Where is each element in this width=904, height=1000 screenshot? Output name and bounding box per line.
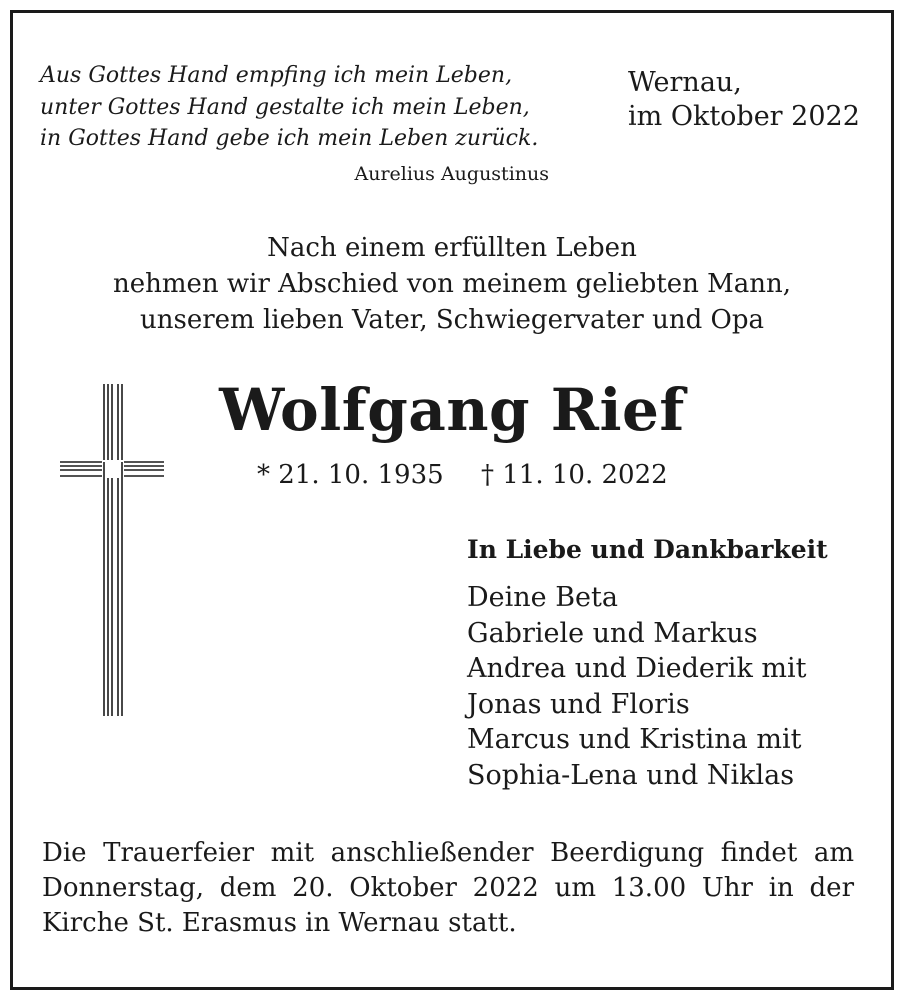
mourners-list <box>467 580 806 793</box>
ceremony-line: Die Trauerfeier mit anschließender Beerdigung findet am <box>42 838 854 868</box>
mourner-line: Sophia-Lena und Niklas <box>467 759 795 791</box>
birth-date: * 21. 10. 1935 <box>257 460 444 490</box>
ceremony-line: Kirche St. Erasmus in Wernau statt. <box>42 908 517 938</box>
mourner-line: Andrea und Diederik mit <box>467 653 807 684</box>
quote-line: Aus Gottes Hand empfing ich mein Leben, <box>40 63 513 88</box>
place: Wernau, <box>628 67 742 98</box>
mourner-line: Deine Beta <box>467 582 618 613</box>
ceremony-notice <box>42 836 854 941</box>
quote-line: unter Gottes Hand gestalte ich mein Leben, <box>40 94 530 120</box>
mourner-line: Marcus und Kristina mit <box>467 724 802 755</box>
death-date: † 11. 10. 2022 <box>481 460 668 490</box>
mourners-heading: In Liebe und Dankbarkeit <box>467 535 828 564</box>
intro-line: unserem lieben Vater, Schwiegervater und Opa <box>140 305 764 335</box>
mourner-line: Gabriele und Markus <box>467 617 758 649</box>
quote <box>40 60 550 155</box>
intro-line: nehmen wir Abschied von meinem geliebten Mann, <box>112 269 792 299</box>
date: im Oktober 2022 <box>628 101 860 132</box>
intro-line: Nach einem erfüllten Leben <box>267 233 637 263</box>
deceased-name: Wolfgang Rief <box>219 376 685 444</box>
quote-line: in Gottes Hand gebe ich mein Leben zurück. <box>40 126 539 151</box>
mourner-line: Jonas und Floris <box>467 688 690 720</box>
intro-text <box>0 230 904 338</box>
place-date <box>628 66 860 134</box>
ceremony-line: Donnerstag, dem 20. Oktober 2022 um 13.00 Uhr in der <box>42 873 854 903</box>
quote-author: Aurelius Augustinus <box>354 163 549 185</box>
